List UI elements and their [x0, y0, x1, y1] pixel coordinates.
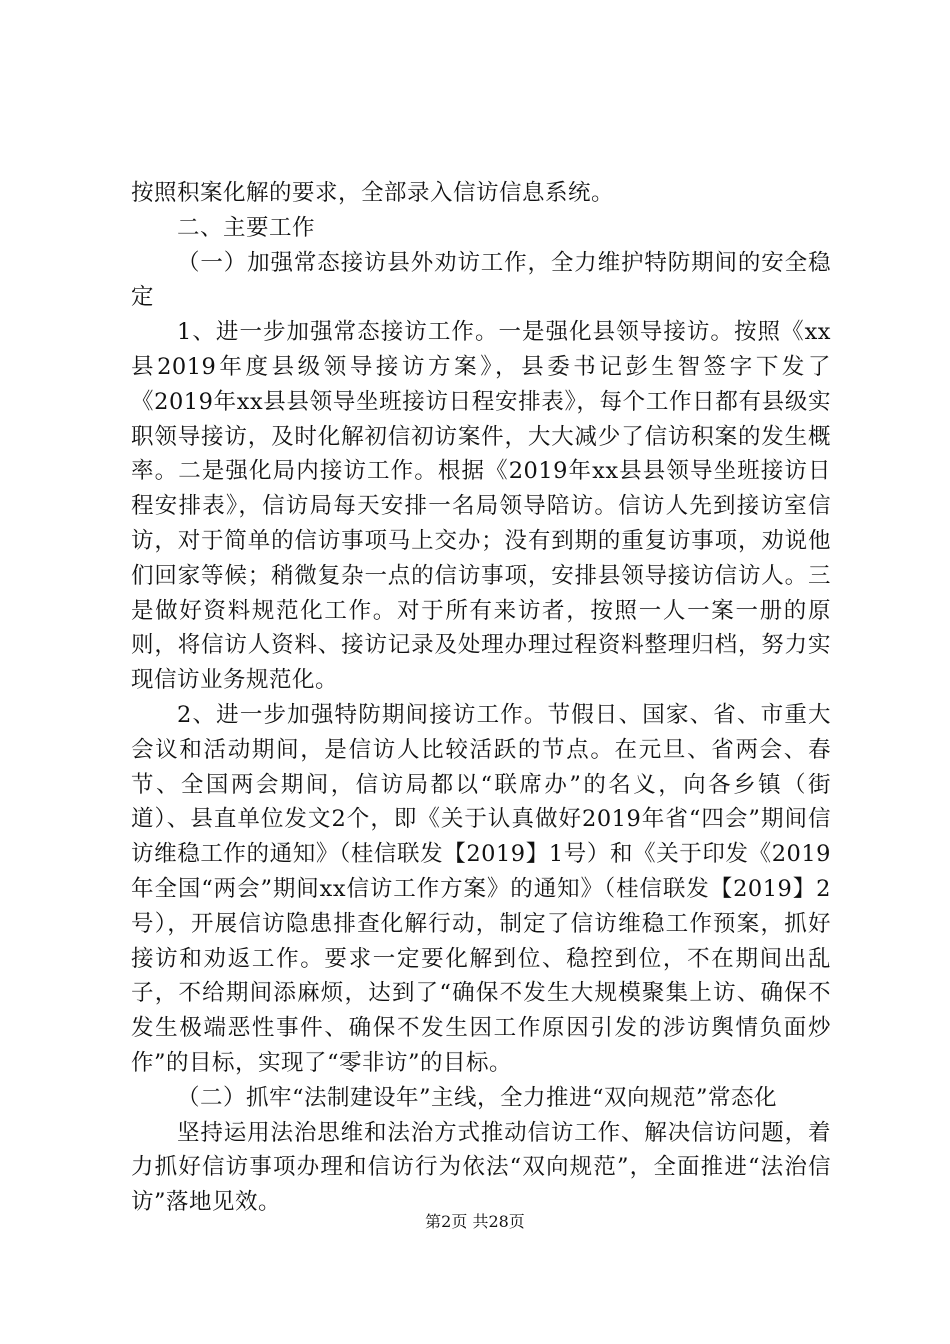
subsection-heading-1: （一）加强常态接访县外劝访工作，全力维护特防期间的安全稳定: [131, 249, 831, 311]
paragraph-item-1: 1、进一步加强常态接访工作。一是强化县领导接访。按照《xx县2019年度县级领导接访方案》，县委书记彭生智签字下发了《2019年xx县县领导坐班接访日程安排表》，每个工作日都有县级实职领导接访，及时化解初信初访案件，大大减少了信访积案的发生概率。二是强化局内接访工作。根据《2019年xx县县领导坐班接访日程安排表》，信访局每天安排一名局领导陪访。信访人先到接访室信访，对于简单的信访事项马上交办；没有到期的重复访事项，劝说他们回家等候；稍微复杂一点的信访事项，安排县领导接访信访人。三是做好资料规范化工作。对于所有来访者，按照一人一案一册的原则，将信访人资料、接访记录及处理办理过程资料整理归档，努力实现信访业务规范化。: [131, 319, 831, 694]
document-body: [131, 176, 831, 1220]
paragraph-rule-of-law: 坚持运用法治思维和法治方式推动信访工作、解决信访问题，着力抓好信访事项办理和信访行为依法“双向规范”，全面推进“法治信访”落地见效。: [131, 1119, 831, 1216]
subsection-heading-2: （二）抓牢“法制建设年”主线，全力推进“双向规范”常态化: [177, 1084, 778, 1111]
section-heading-main-work: 二、主要工作: [177, 214, 316, 241]
paragraph-continuation: 按照积案化解的要求，全部录入信访信息系统。: [131, 180, 615, 206]
paragraph-item-2: 2、进一步加强特防期间接访工作。节假日、国家、省、市重大会议和活动期间，是信访人比较活跃的节点。在元旦、省两会、春节、全国两会期间，信访局都以“联席办”的名义，向各乡镇（街道）、县直单位发文2个，即《关于认真做好2019年省“四会”期间信访维稳工作的通知》（桂信联发【2019】1号）和《关于印发《2019年全国“两会”期间xx信访工作方案》的通知》（桂信联发【2019】2号），开展信访隐患排查化解行动，制定了信访维稳工作预案，抓好接访和劝返工作。要求一定要化解到位、稳控到位，不在期间出乱子，不给期间添麻烦，达到了“确保不发生大规模聚集上访、确保不发生极端恶性事件、确保不发生因工作原因引发的涉访舆情负面炒作”的目标，实现了“零非访”的目标。: [131, 701, 831, 1076]
page-footer: 第2页 共28页: [425, 1212, 525, 1231]
